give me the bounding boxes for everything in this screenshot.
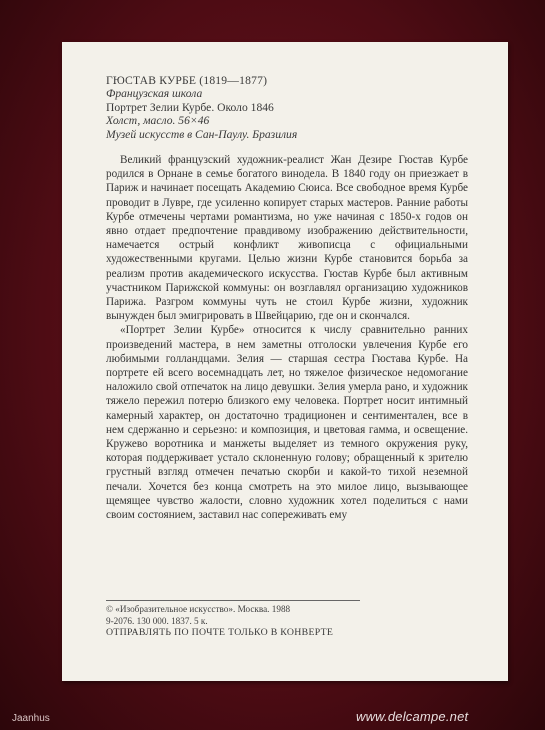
artwork-title: Портрет Зелии Курбе. Около 1846 (106, 100, 274, 114)
site-watermark: www.delcampe.net (356, 709, 469, 724)
mailing-instruction: ОТПРАВЛЯТЬ ПО ПОЧТЕ ТОЛЬКО В КОНВЕРТЕ (106, 627, 334, 638)
description (106, 153, 468, 522)
print-run-line: 9-2076. 130 000. 1837. 5 к. (106, 615, 208, 626)
artist-name: ГЮСТАВ КУРБЕ (1819—1877) (106, 74, 268, 87)
publisher-line: © «Изобразительное искусство». Москва. 1988 (106, 604, 291, 614)
artwork-caption (106, 74, 496, 141)
art-school: Французская школа (106, 87, 203, 101)
portrait-paragraph: «Портрет Зелии Курбе» относится к числу сравнительно ранних произведений мастера, в нем заметны отголоски увлечения Курбе его любимыми голландцами. Зелия — старшая сестра Гюстава Курбе. На портрете ей всего восемнадцать лет, но тяжелое физическое недомогание наложило свой отпечаток на лицо девушки. Зелия умерла рано, и художник тяжело пережил потерю близкого ему человека. Портрет носит интимный камерный характер, он достаточно традиционен и сентиментален, все в нем сдержанно и серьезно: и композиция, и цветовая гамма, и освещение. Кружево воротника и манжеты выделяет из темного окружения руку, которая поддерживает устало склоненную голову; обращенный к зрителю грустный взгляд отмечен печатью скорби и какой-то тихой неземной печали. Хочется без конца смотреть на это милое лицо, вызывающее щемящее чувство жалости, словно художник хотел поделиться с нами своим состоянием, заставил нас сопереживать ему (106, 324, 468, 522)
artwork-medium: Холст, масло. 56×46 (106, 114, 210, 128)
footer-divider (106, 600, 360, 601)
seller-watermark: Jaanhus (12, 713, 50, 724)
biography-paragraph: Великий французский художник-реалист Жан Дезире Гюстав Курбе родился в Орнане в семье богатого винодела. В 1840 году он приезжает в Париж и начинает посещать Академию Сюиса. Все свободное время Курбе проводит в Лувре, где усиленно копирует старых мастеров. Ранние работы Курбе отмечены чертами романтизма, но уже начиная с 1850-х годов он явно отдает предпочтение правдивому изображению действительности, намечается острый конфликт живописца с официальными художественными кругами. Целью жизни Курбе становится борьба за реализм против академического искусства. Гюстав Курбе был активным участником Парижской коммуны: он возглавлял организацию художников Парижа. Разгром коммуны чуть не стоил Курбе жизни, художник вынужден был эмигрировать в Швейцарию, где он и скончался. (106, 154, 468, 323)
museum-location: Музей искусств в Сан-Паулу. Бразилия (106, 127, 298, 141)
postcard-back (62, 42, 508, 681)
publisher-imprint (106, 604, 290, 627)
